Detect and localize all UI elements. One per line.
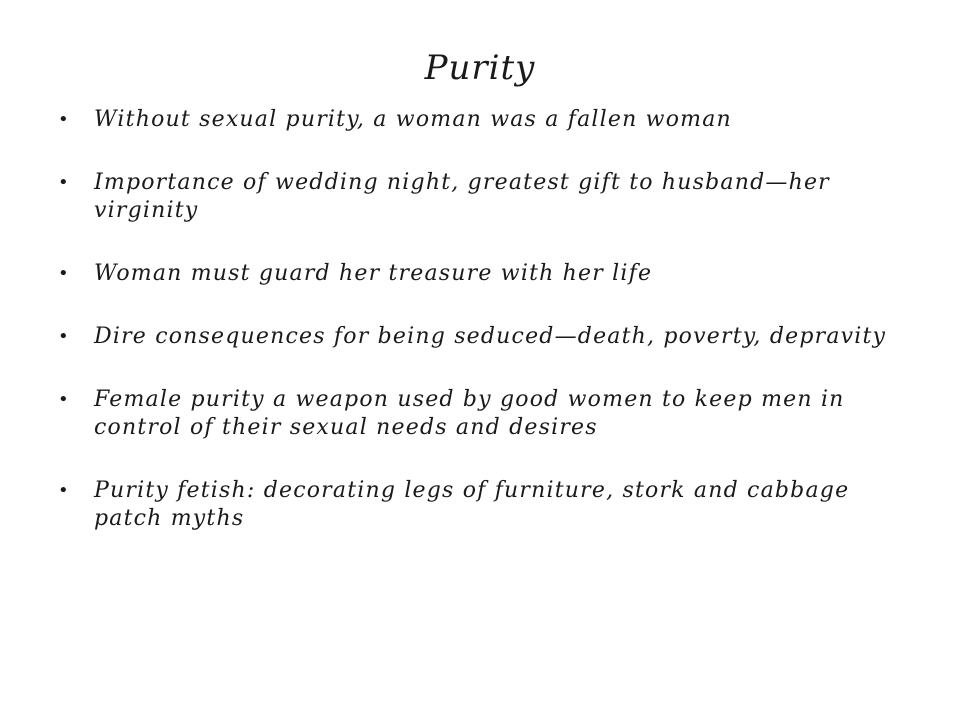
bullet-item — [58, 323, 898, 351]
bullet-text: Female purity a weapon used by good women to keep men in control of their sexual needs and desires — [94, 387, 845, 440]
bullet-point-icon: • — [58, 480, 70, 501]
bullet-point-icon: • — [58, 389, 70, 410]
bullet-item — [58, 169, 898, 225]
bullet-item — [58, 477, 898, 533]
bullet-point-icon: • — [58, 263, 70, 284]
bullet-point-icon: • — [58, 172, 70, 193]
bullet-text: Importance of wedding night, greatest gift to husband—her virginity — [94, 170, 830, 223]
bullet-text: Purity fetish: decorating legs of furniture, stork and cabbage patch myths — [94, 478, 850, 531]
bullet-item — [58, 386, 898, 442]
bullet-point-icon: • — [58, 326, 70, 347]
bullet-item — [58, 260, 898, 288]
slide-title: Purity — [424, 48, 536, 88]
bullet-text: Without sexual purity, a woman was a fallen woman — [94, 107, 732, 132]
bullet-text: Dire consequences for being seduced—death, poverty, depravity — [94, 324, 887, 349]
bullet-text: Woman must guard her treasure with her life — [94, 261, 653, 286]
bullet-item — [58, 106, 898, 134]
bullet-list — [58, 106, 898, 568]
bullet-point-icon: • — [58, 109, 70, 130]
